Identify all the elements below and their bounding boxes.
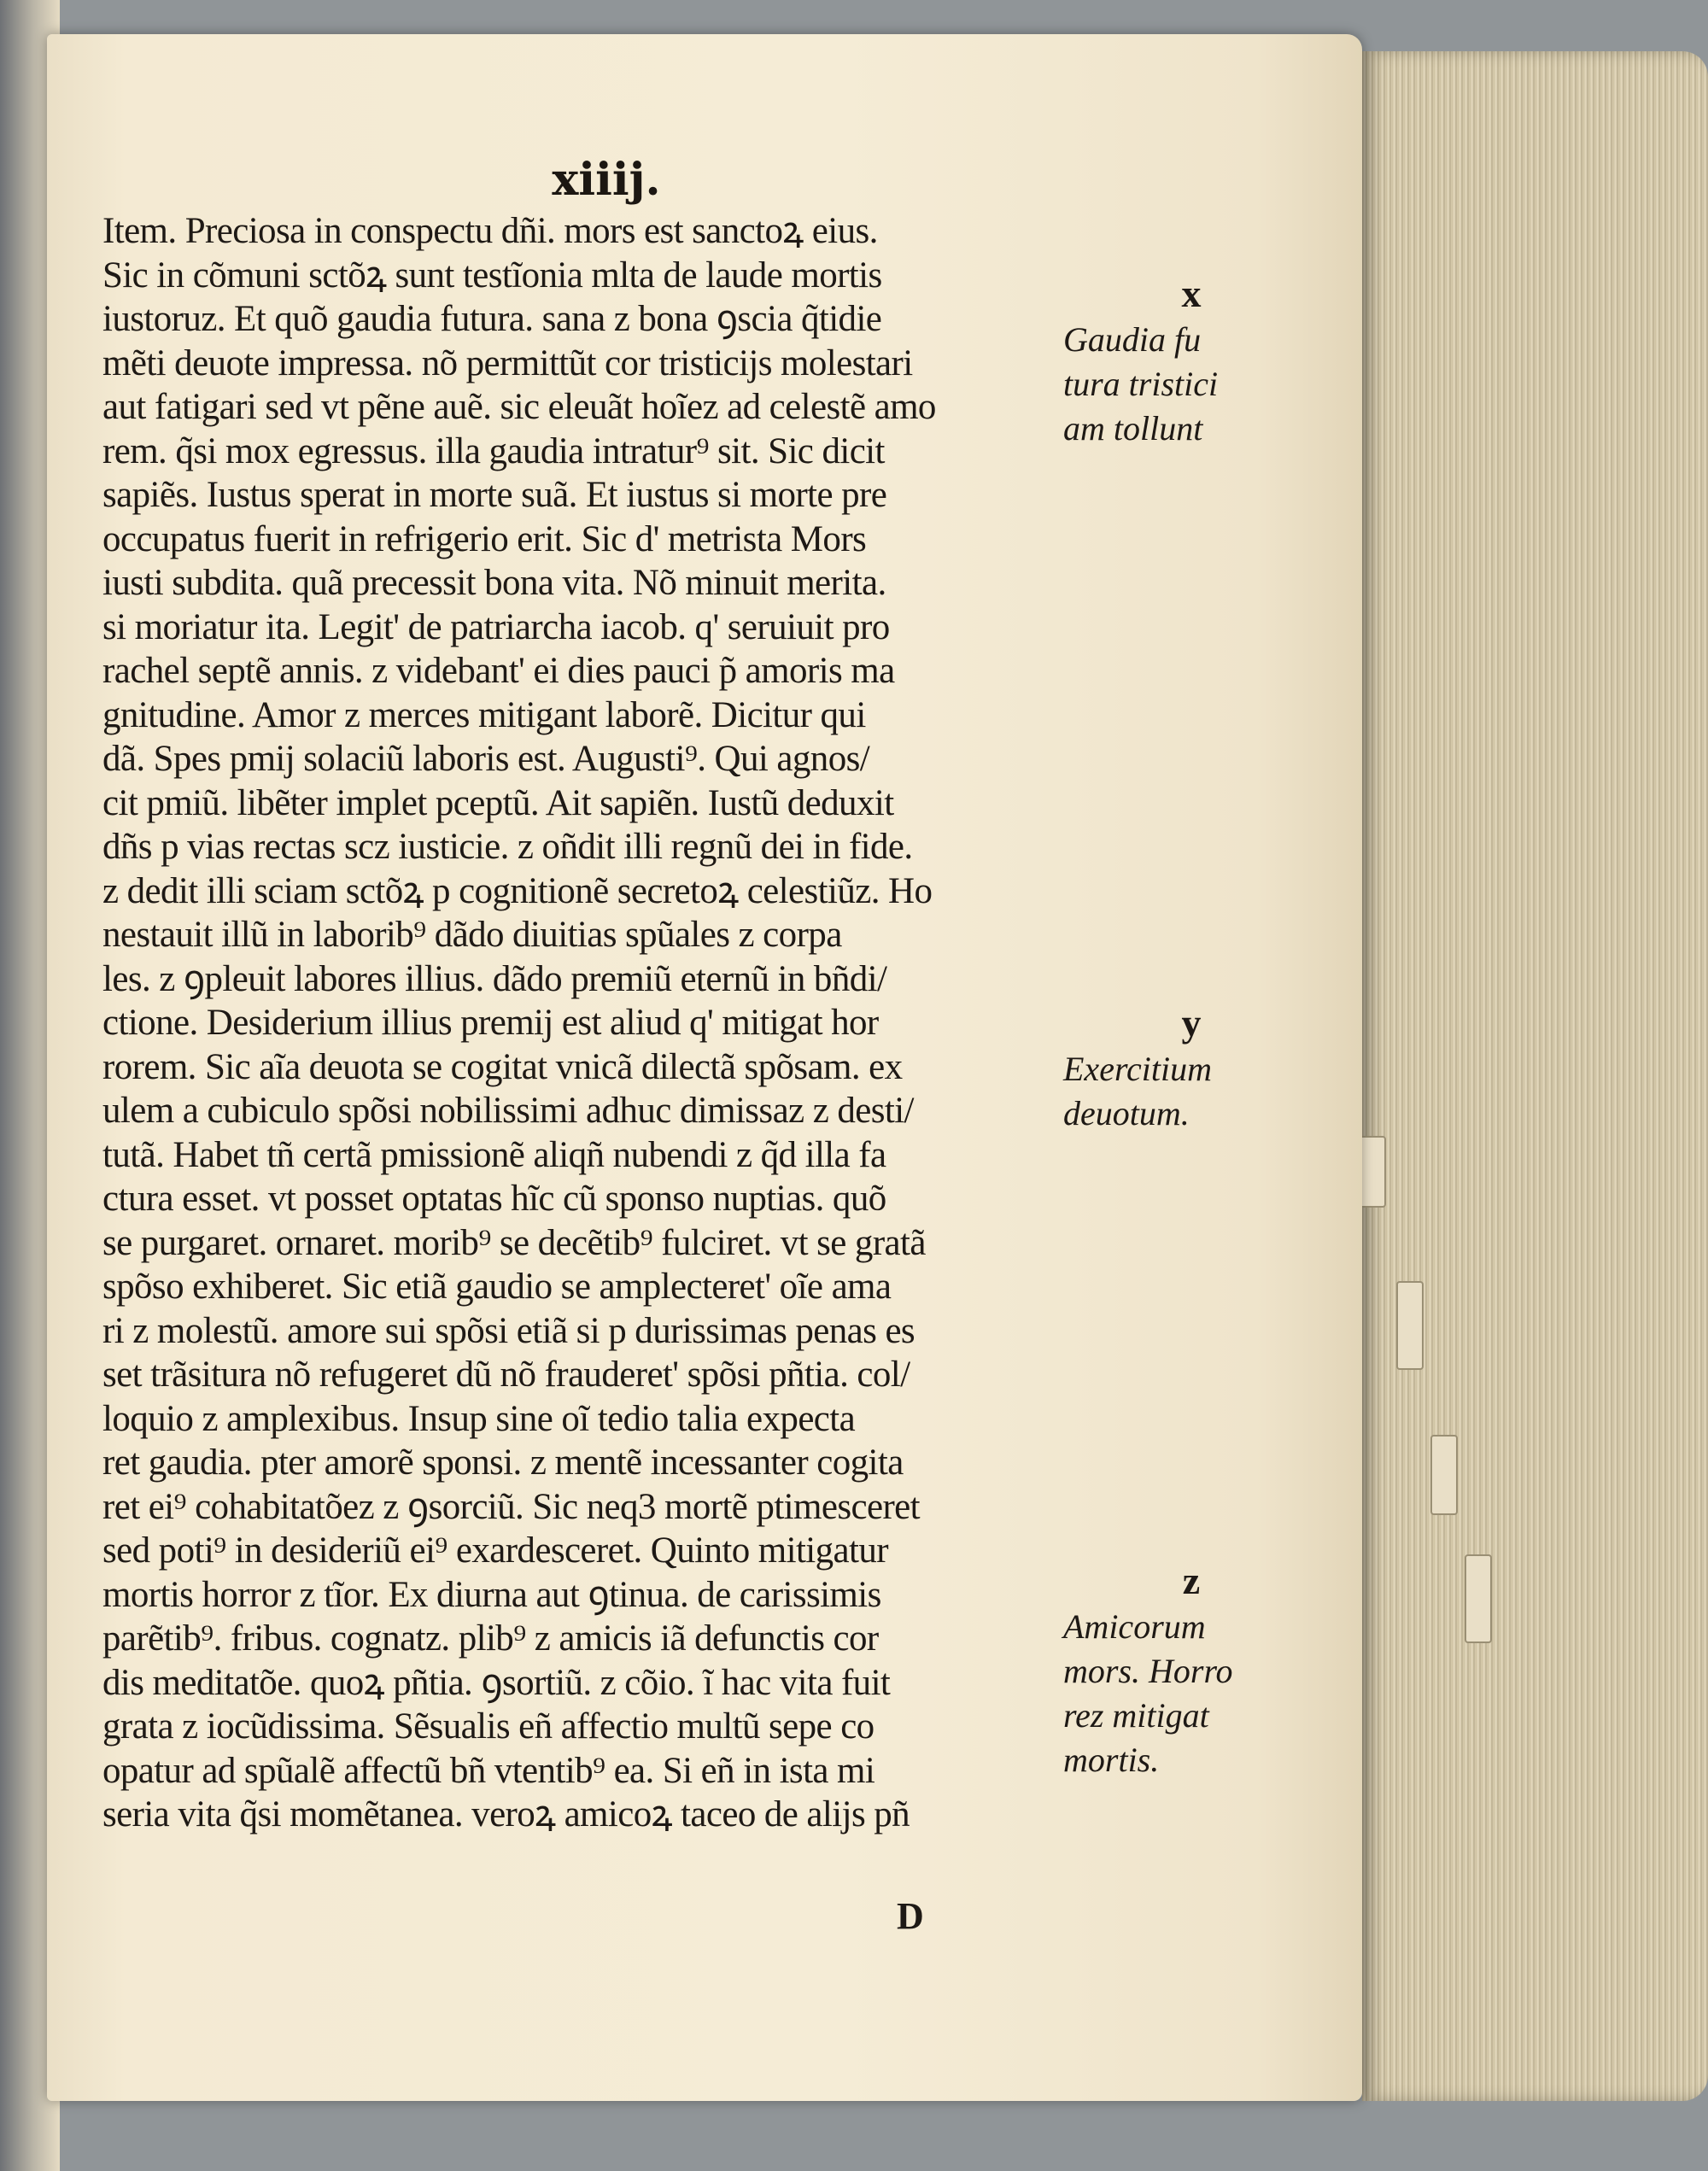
text-line: Sic in cõmuni sctõꝝ sunt testĩonia mlta de laude mortis <box>102 255 882 296</box>
text-line: se purgaret. ornaret. morib⁹ se decẽtib⁹ fulciret. vt se gratã <box>102 1222 926 1263</box>
text-line: mortis horror z tĩor. Ex diurna aut ꝯtinua. de carissimis <box>102 1574 881 1615</box>
text-line: cit pmiũ. libẽter implet pceptũ. Ait sapiẽn. Iustũ deduxit <box>102 782 894 823</box>
note-line: Exercitium <box>1063 1050 1213 1088</box>
note-mark: z <box>1182 1559 1201 1602</box>
note-line: Gaudia fu <box>1063 320 1202 359</box>
marginal-note <box>1063 272 1319 451</box>
text-line: occupatus fuerit in refrigerio erit. Sic d' metrista Mors <box>102 518 867 559</box>
text-line: nestauit illũ in laborib⁹ dãdo diuitias spũales z corpa <box>102 915 842 955</box>
text-line: rachel septẽ annis. z videbant' ei dies pauci p̃ amoris ma <box>102 651 895 691</box>
text-line: dis meditatõe. quoꝝ pñtia. ꝯsortiũ. z cõio. ĩ hac vita fuit <box>102 1662 891 1703</box>
text-line: ctura esset. vt posset optatas hĩc cũ sponso nuptias. quõ <box>102 1179 886 1219</box>
text-line: les. z ꝯpleuit labores illius. dãdo premiũ eternũ in bñdi/ <box>102 958 887 999</box>
page-tab <box>1465 1554 1492 1643</box>
text-line: iustoruz. Et quõ gaudia futura. sana z bona ꝯscia q̃tidie <box>102 299 882 339</box>
note-line: rez mitigat <box>1063 1696 1209 1735</box>
text-line: sed poti⁹ in desideriũ ei⁹ exardesceret. Quinto mitigatur <box>102 1530 889 1571</box>
text-line: dñs p vias rectas scz iusticie. z oñdit illi regnũ dei in fide. <box>102 827 913 867</box>
text-line: rem. q̃si mox egressus. illa gaudia intratur⁹ sit. Sic dicit <box>102 430 885 471</box>
text-line: ret gaudia. pter amorẽ sponsi. z mentẽ incessanter cogita <box>102 1442 904 1483</box>
text-line: ret ei⁹ cohabitatõez z ꝯsorciũ. Sic neq3 mortẽ ptimesceret <box>102 1486 921 1527</box>
text-line: mẽti deuote impressa. nõ permittũt cor tristicijs molestari <box>102 342 913 383</box>
text-line: iusti subdita. quã precessit bona vita. Nõ minuit merita. <box>102 563 886 603</box>
text-line: z dedit illi sciam sctõꝝ p cognitionẽ secretoꝝ celestiũz. Ho <box>102 870 933 911</box>
text-line: si moriatur ita. Legit' de patriarcha iacob. q' seruiuit pro <box>102 606 890 647</box>
text-line: parẽtib⁹. fribus. cognatz. plib⁹ z amicis iã defunctis cor <box>102 1618 879 1659</box>
note-line: am tollunt <box>1063 409 1203 448</box>
text-line: set trãsitura nõ refugeret dũ nõ frauderet' spõsi pñtia. col/ <box>102 1355 910 1395</box>
text-line: gnitudine. Amor z merces mitigant laborẽ. Dicitur qui <box>102 694 866 735</box>
note-line: mors. Horro <box>1063 1652 1233 1690</box>
text-line: sapiẽs. Iustus sperat in morte suã. Et iustus si morte pre <box>102 475 887 515</box>
page-tab <box>1430 1435 1458 1515</box>
text-line: grata z iocũdissima. Sẽsualis eñ affectio multũ sepe co <box>102 1706 874 1747</box>
folio-number: xiiij. <box>552 154 661 206</box>
text-line: Item. Preciosa in conspectu dñi. mors est sanctoꝝ eius. <box>102 211 878 251</box>
text-line: ulem a cubiculo spõsi nobilissimi adhuc dimissaz z desti/ <box>102 1091 914 1131</box>
note-line: deuotum. <box>1063 1094 1190 1132</box>
text-line: tutã. Habet tñ certã pmissionẽ aliqñ nubendi z q̃d illa fa <box>102 1134 886 1175</box>
book-fore-edge <box>1362 51 1708 2101</box>
text-line: dã. Spes pmij solaciũ laboris est. Augusti⁹. Qui agnos/ <box>102 739 870 779</box>
signature-mark: D <box>897 1895 924 1937</box>
marginal-note <box>1063 1001 1319 1136</box>
text-line: seria vita q̃si momẽtanea. veroꝝ amicoꝝ taceo de alijs pñ <box>102 1794 910 1835</box>
page-tab <box>1359 1136 1386 1208</box>
note-line: tura tristici <box>1063 365 1219 403</box>
text-line: loquio z amplexibus. Insup sine oĩ tedio talia expecta <box>102 1398 856 1439</box>
text-line: opatur ad spũalẽ affectũ bñ vtentib⁹ ea. Si eñ in ista mi <box>102 1750 875 1791</box>
text-line: aut fatigari sed vt pẽne auẽ. sic eleuãt hoĩez ad celestẽ amo <box>102 387 936 427</box>
main-text-block <box>102 209 1050 1837</box>
text-line: spõso exhiberet. Sic etiã gaudio se amplecteret' oĩe ama <box>102 1267 892 1307</box>
text-line: ctione. Desiderium illius premij est aliud q' mitigat hor <box>102 1003 879 1043</box>
note-line: Amicorum <box>1063 1607 1206 1646</box>
note-mark: y <box>1181 1001 1202 1045</box>
text-line: ri z molestũ. amore sui spõsi etiã si p durissimas penas es <box>102 1310 915 1351</box>
note-mark: x <box>1181 272 1202 315</box>
note-line: mortis. <box>1063 1741 1160 1779</box>
text-line: rorem. Sic aĩa deuota se cogitat vnicã dilectã spõsam. ex <box>102 1046 903 1087</box>
page-tab <box>1396 1281 1424 1370</box>
marginal-note <box>1063 1559 1319 1782</box>
